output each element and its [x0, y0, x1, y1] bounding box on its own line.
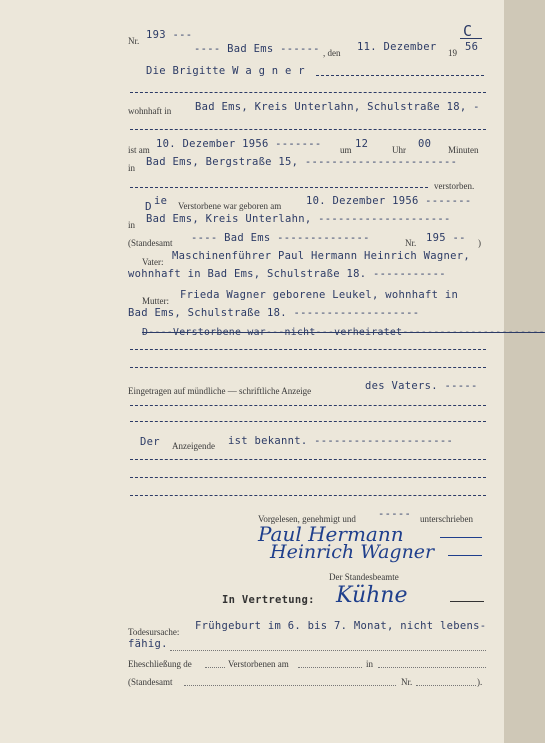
birth-nr: 195 -- [426, 232, 466, 244]
fill-line [130, 187, 428, 188]
mutter-label: Mutter: [142, 296, 169, 306]
mutter-line2: Bad Ems, Schulstraße 18. ------------------- [128, 307, 420, 319]
mutter-value: Frieda Wagner geborene Leukel, wohnhaft in [180, 289, 459, 301]
eingetragen-label: Eingetragen auf mündliche — schriftliche Anzeige [128, 386, 312, 396]
d-suffix: ie [154, 195, 168, 207]
blank-line [170, 650, 486, 651]
death-hour: 12 [355, 138, 369, 150]
informant-signature-2: Heinrich Wagner [270, 541, 435, 563]
eingetragen-value: des Vaters. ----- [365, 380, 478, 392]
fill-line [130, 421, 486, 422]
standesamt-label: (Standesamt [128, 238, 173, 248]
death-date: 10. Dezember 1956 ------- [156, 138, 322, 150]
fill-line [130, 405, 486, 406]
birth-place: Bad Ems, Kreis Unterlahn, -------------------- [146, 213, 451, 225]
den-label: , den [323, 48, 341, 58]
wohnhaft-label: wohnhaft in [128, 106, 172, 116]
header-place: ---- Bad Ems ------ [194, 43, 320, 55]
close-paren: ) [478, 238, 481, 248]
fill-line [130, 367, 486, 368]
anzeigende-value: ist bekannt. --------------------- [228, 435, 454, 447]
fill-line [316, 75, 484, 76]
informant-signature-1: Paul Hermann [258, 522, 404, 546]
in-label: in [128, 163, 136, 173]
vater-line2: wohnhaft in Bad Ems, Schulstraße 18. ----------- [128, 268, 446, 280]
unterschrieben-label: unterschrieben [420, 514, 473, 524]
vater-label: Vater: [142, 257, 164, 267]
todesursache-value: Frühgeburt im 6. bis 7. Monat, nicht lebens- [195, 620, 487, 632]
blank-line [378, 667, 486, 668]
footer-standesamt-label: (Standesamt [128, 677, 173, 687]
blank-line [205, 667, 225, 668]
header-date: 11. Dezember [357, 41, 437, 53]
standesamt-value: ---- Bad Ems -------------- [191, 232, 370, 244]
residence: Bad Ems, Kreis Unterlahn, Schulstraße 18, - [195, 101, 480, 113]
death-minute: 00 [418, 138, 432, 150]
uhr-label: Uhr [392, 145, 406, 155]
vorgelesen-label: Vorgelesen, genehmigt und [258, 514, 356, 524]
letter-underline [460, 38, 482, 39]
um-label: um [340, 145, 352, 155]
verstorben-label: verstorben. [434, 181, 475, 191]
signature-line [448, 555, 482, 556]
death-place: Bad Ems, Bergstraße 15, ----------------------- [146, 156, 458, 168]
eheschliessung-label: Eheschließung de [128, 659, 192, 669]
eheschliessung-mid: Verstorbenen am [228, 659, 289, 669]
deceased-name: Die Brigitte W a g n e r [146, 65, 305, 77]
footer-nr-label: Nr. [401, 677, 413, 687]
register-nr-value: 193 --- [146, 29, 193, 41]
vorgelesen-dashes: ----- [378, 508, 412, 520]
fill-line [130, 459, 486, 460]
official-signature: Kühne [336, 583, 408, 608]
d-prefix: D [145, 200, 152, 213]
blank-line [184, 685, 396, 686]
todesursache-label: Todesursache: [128, 627, 180, 637]
signature-line [440, 537, 482, 538]
signature-line [450, 601, 484, 602]
todesursache-line2: fähig. [128, 638, 168, 650]
register-nr-label: Nr. [128, 36, 140, 46]
fill-line [130, 477, 486, 478]
minuten-label: Minuten [448, 145, 479, 155]
fill-line [130, 349, 486, 350]
year-suffix: 56 [465, 41, 479, 53]
marital-line: D----Verstorbene war---nicht---verheiratet----------------------- [142, 327, 545, 338]
der-prefix: Der [140, 436, 160, 448]
vater-value: Maschinenführer Paul Hermann Heinrich Wagner, [172, 250, 470, 262]
blank-line [298, 667, 362, 668]
eheschliessung-in: in [366, 659, 374, 669]
year-prefix: 19 [448, 48, 457, 58]
footer-close: ). [477, 677, 483, 687]
standesbeamte-label: Der Standesbeamte [329, 572, 399, 582]
birth-nr-label: Nr. [405, 238, 417, 248]
fill-line [130, 495, 486, 496]
in-label: in [128, 220, 136, 230]
vertretung-label: In Vertretung: [222, 594, 315, 606]
fill-line [130, 92, 486, 93]
birth-date: 10. Dezember 1956 ------- [306, 195, 472, 207]
fill-line [130, 129, 486, 130]
born-label: Verstorbene war geboren am [178, 201, 282, 211]
register-letter: C [463, 22, 473, 40]
blank-line [416, 685, 476, 686]
ist-am-label: ist am [128, 145, 150, 155]
anzeigende-label: Anzeigende [172, 441, 215, 451]
